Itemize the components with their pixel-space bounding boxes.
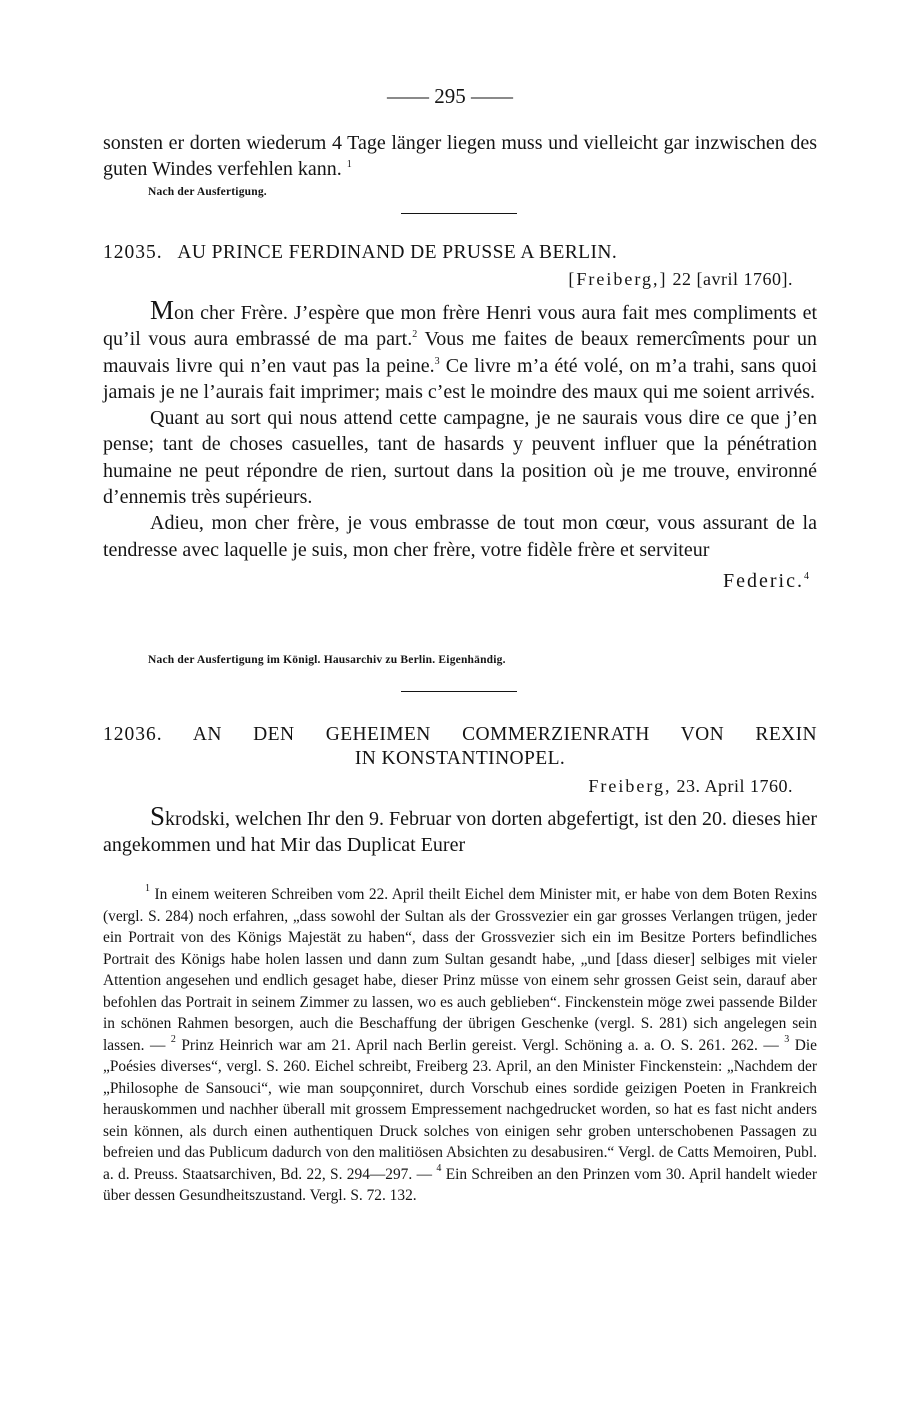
letter-title-line2: IN KONSTANTINOPEL. (354, 748, 566, 769)
page-number: 295 (434, 84, 466, 108)
page-header (0, 84, 900, 109)
footnotes-block (103, 884, 817, 1207)
letter-date: 23. April 1760. (676, 776, 793, 796)
letter-paragraph (103, 803, 817, 859)
letter-dateline (103, 269, 817, 290)
section-divider (401, 691, 517, 692)
footnote-mark: 2 (170, 1033, 176, 1045)
letter-dateline (103, 776, 817, 797)
initial-letter: S (150, 801, 166, 831)
letter-title: AN DEN GEHEIMEN COMMERZIENRATH VON REXIN (192, 724, 817, 745)
footnote-ref-2: 2 (412, 329, 418, 341)
continuation-text: sonsten er dorten wiederum 4 Tage länger liegen muss und vielleicht gar inzwischen des guten Windes verfehlen kann. (103, 132, 817, 181)
section-divider (401, 213, 517, 214)
footnote-ref-3: 3 (434, 355, 440, 367)
signature: Federic.$^4$ (723, 569, 811, 592)
paragraph-text: on cher Frère. J’espère que mon frère Henri vous aura fait mes compliments et qu’il vous aura embrassé de ma part. (103, 302, 817, 351)
paragraph-text: Ce livre m’a été volé, on m’a trahi, sans quoi jamais je ne l’aurais fait imprimer; mais c’est le moindre des maux qui me soient arrivés. (103, 354, 818, 403)
footnote-mark: 1 (145, 883, 150, 894)
footnote-ref-4: 4 (804, 570, 811, 582)
letter-source: Nach der Ausfertigung im Königl. Hausarchiv zu Berlin. Eigenhändig. (148, 654, 506, 666)
continuation-paragraph (103, 130, 817, 183)
letter-number: 12035. (103, 242, 163, 263)
footnote-text: $^1$ In einem weiteren Schreiben vom 22. April theilt Eichel dem Minister mit, er habe von dem Boten Rexins (vergl. S. 284) noch erfahren, „dass sowohl der Sultan als der Grossvezier ein gar grosses Verlangen trügen, jeder ein Portrait von des Königs Majestät zu haben“, dass der Grossvezier sich ein im Besitze Porters befindliches Portrait des Königs habe holen lassen und dann zum Sultan gesandt habe, „und [dass dieser] selbiges mit vieler Attention angesehen und endlich gesaget habe, dieser Prinz müsse von einem sehr grossen Geist sein, darauf aber befohlen das Portrait in seinem Zimmer zu lassen, wo es auch geblieben“. Finckenstein möge zwei passende Bilder in schönen Rahmen besorgen, auch die Beschaffung der übrigen Geschenke (vergl. S. 281) sich angelegen sein lassen. — $^2$ Prinz Heinrich war am 21. April nach Berlin gereist. Vergl. Schöning a. a. O. S. 261. 262. — $^3$ Die „Poésies diverses“, vergl. S. 260. Eichel schreibt, Freiberg 23. April, an den Minister Finckenstein: „Nachdem der „Philosophe de Sansouci“, wie man soupçonniret, durch Vorschub eines sordide geizigen Poeten in Frankreich herauskommen und nachher überall mit grossem Empressement nachgedrucket worden, so hat es fast nicht anders sein können, als durch einen authentiquen Druck solches von einigen sehr groben unterschobenen Passagen zu befreien und das Publicum dadurch von den malitiösen Absichten zu desabusiren.“ Vergl. de Catts Memoiren, Publ. a. d. Preuss. Staatsarchiven, Bd. 22, S. 294—297. — $^4$ Ein Schreiben an den Prinzen vom 30. April handelt wieder über dessen Gesundheitszustand. Vergl. S. 72. 132. (103, 883, 817, 1204)
letter-number: 12036. (103, 724, 163, 745)
letter-12036 (103, 724, 817, 859)
paragraph-text: Vous me faites de beaux remercîments pour un mauvais livre qui n’en vaut pas la peine. (103, 328, 817, 377)
letter-place: [Freiberg,] (568, 269, 668, 289)
continuation-block (103, 130, 817, 183)
letter-heading (103, 242, 817, 264)
footnote-ref-1: 1 (346, 159, 352, 171)
letter-title: AU PRINCE FERDINAND DE PRUSSE A BERLIN. (177, 242, 618, 263)
letter-place: Freiberg, (588, 776, 672, 796)
continuation-source: Nach der Ausfertigung. (148, 186, 267, 198)
page-number-dash-left: —— (387, 84, 435, 108)
letter-paragraph: Quant au sort qui nous attend cette campagne, je ne saurais vous dire ce que j’en pense; tant de choses casuelles, tant de hasards y peuvent influer que la pénétration humaine ne peut répondre de rien, surtout dans la position où je me trouve, environné d’ennemis très supérieurs. (103, 407, 817, 509)
paragraph-text: krodski, welchen Ihr den 9. Februar von dorten abgefertigt, ist den 20. dieses hier angekommen und hat Mir das Duplicat Eurer (103, 808, 817, 857)
letter-date: 22 [avril 1760]. (672, 269, 793, 289)
initial-letter: M (150, 295, 175, 325)
letter-paragraph (103, 510, 817, 592)
paragraph-text: Adieu, mon cher frère, je vous embrasse de tout mon cœur, vous assurant de la tendresse avec laquelle je suis, mon cher frère, votre fidèle frère et serviteur (103, 512, 817, 561)
footnote-mark: 4 (436, 1162, 442, 1174)
letter-12035 (103, 242, 817, 594)
footnote-mark: 3 (784, 1033, 790, 1045)
page-number-dash-right: —— (471, 84, 513, 108)
letter-paragraph (103, 297, 817, 405)
letter-heading (103, 724, 817, 746)
